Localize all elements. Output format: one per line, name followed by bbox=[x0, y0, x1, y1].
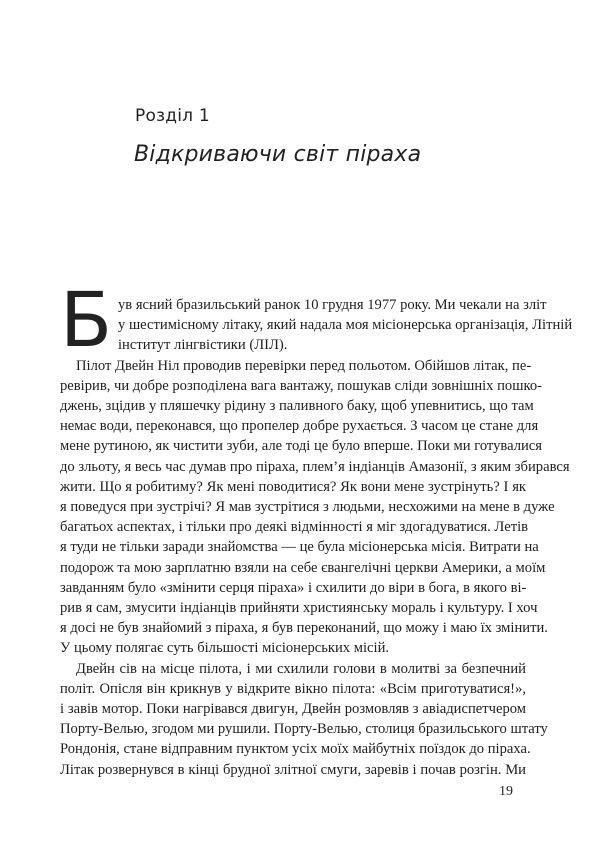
chapter-title: Відкриваючи світ піраха bbox=[134, 142, 422, 167]
text-line: Рондонія, стане відправним пунктом усіх моїх майбутніх поїздок до піраха. bbox=[60, 741, 531, 757]
drop-cap: Б bbox=[60, 275, 113, 364]
text-line: Літак розвернувся в кінці брудної злітної смуги, заревів і почав розгін. Ми bbox=[60, 762, 526, 778]
text-line: подорож та мою зарплатню взяли на себе євангелічні церкви Америки, а моїм bbox=[60, 560, 546, 576]
text-line: мене рутиною, як чистити зуби, але тоді це було вперше. Поки ми готувалися bbox=[60, 438, 542, 454]
text-line: у шестимісному літаку, який надала моя місіонерська організація, Літній bbox=[118, 317, 573, 333]
text-line: і завів мотор. Поки нагрівався двигун, Двейн розмовляв з авіадиспетчером bbox=[60, 701, 526, 717]
text-line: я поведуся при зустрічі? Я мав зустрітися з людьми, несхожими на мене в дуже bbox=[60, 499, 555, 515]
text-line: політ. Опісля він крикнув у відкрите вікно пілота: «Всім приготуватися!», bbox=[60, 681, 526, 697]
text-line: я туди не тільки заради знайомства — це була місіонерська місія. Витрати на bbox=[60, 539, 539, 555]
text-line: жити. Що я робитиму? Як мені поводитися? Як вони мене зустрінуть? І як bbox=[60, 479, 526, 495]
text-line: багатьох аспектах, і тільки про деякі відмінності я міг здогадуватися. Летів bbox=[60, 519, 529, 535]
text-line: Порту-Велью, згодом ми рушили. Порту-Велью, столиця бразильського штату bbox=[60, 721, 548, 737]
text-line: ув ясний бразильський ранок 10 грудня 1977 року. Ми чекали на зліт bbox=[118, 297, 547, 313]
text-line: я досі не був знайомий з піраха, я був переконаний, що можу і маю їх змінити. bbox=[60, 620, 548, 636]
text-line: Двейн сів на місце пілота, і ми схилили голови в молитві за безпечний bbox=[76, 661, 526, 677]
chapter-label: Розділ 1 bbox=[135, 106, 210, 126]
text-line: завданням було «змінити серця піраха» і схилити до віри в бога, в якого ві- bbox=[60, 580, 527, 596]
text-line: до зльоту, я весь час думав про піраха, плем’я індіанців Амазонії, з яким збирався bbox=[60, 459, 570, 475]
text-line: У цьому полягає суть більшості місіонерських місій. bbox=[60, 640, 390, 656]
page-number: 19 bbox=[499, 784, 513, 799]
text-line: немає води, переконався, що пропелер добре рухається. З часом це стане для bbox=[60, 418, 539, 434]
text-line: Пілот Двейн Ніл проводив перевірки перед польотом. Обійшов літак, пе- bbox=[76, 358, 532, 374]
text-line: інститут лінгвістики (ЛІЛ). bbox=[118, 337, 288, 353]
text-line: ревірив, чи добре розподілена вага вантажу, пошукав сліди зовнішніх пошко- bbox=[60, 378, 542, 394]
text-line: джень, зцідив у пляшечку рідину з паливного баку, щоб упевнитись, що там bbox=[60, 398, 534, 414]
text-line: рив я сам, змусити індіанців прийняти християнську мораль і культуру. І хоч bbox=[60, 600, 538, 616]
